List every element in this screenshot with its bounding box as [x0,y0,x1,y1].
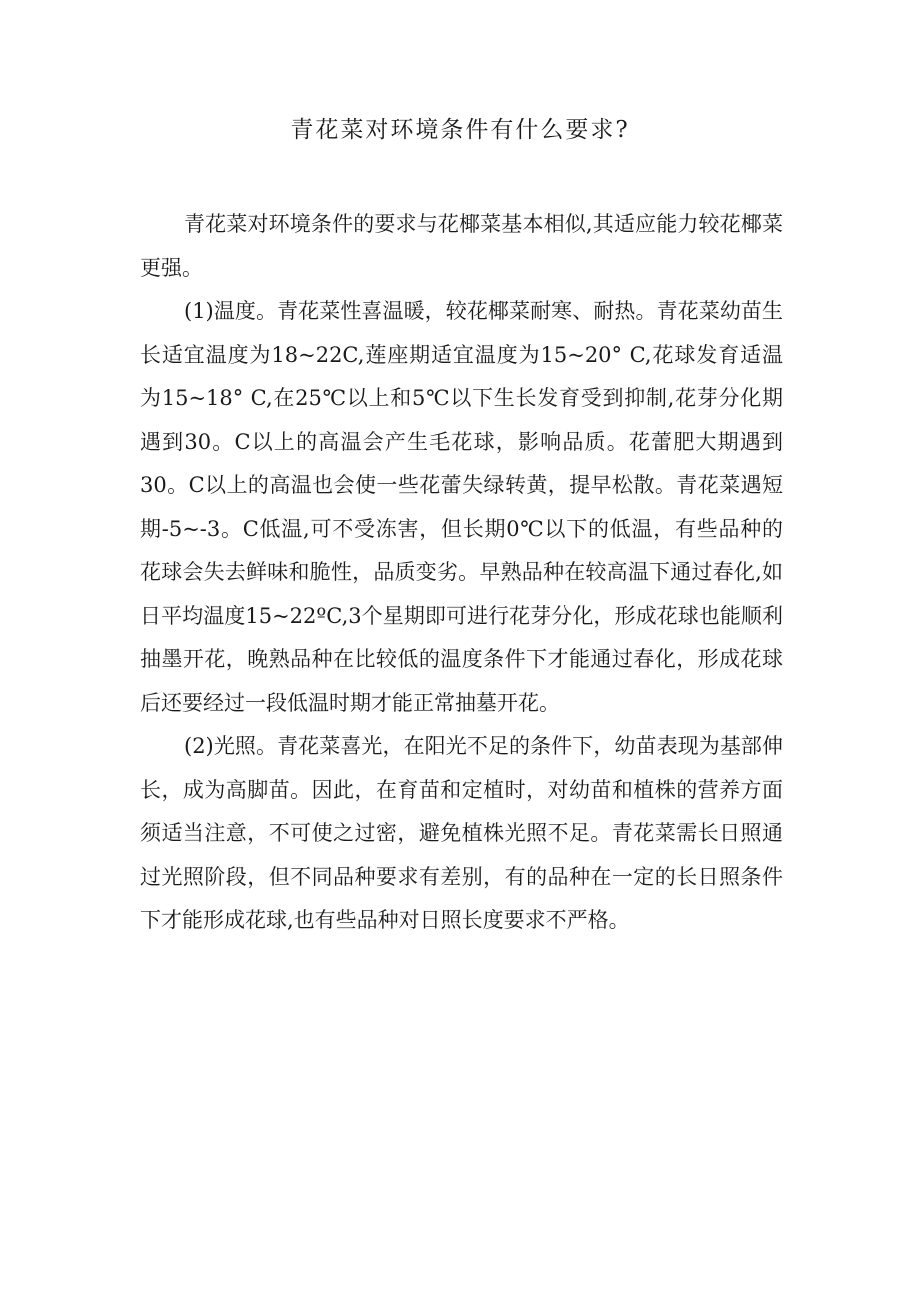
paragraph-light: (2)光照。青花菜喜光，在阳光不足的条件下，幼苗表现为基部伸长，成为高脚苗。因此，在育苗和定植时，对幼苗和植株的营养方面须适当注意，不可使之过密，避免植株光照不足。青花菜需长日照通过光照阶段，但不同品种要求有差别，有的品种在一定的长日照条件下才能形成花球,也有些品种对日照长度要求不严格。 [140,734,783,932]
paragraph-intro: 青花菜对环境条件的要求与花椰菜基本相似,其适应能力较花椰菜更强。 [140,212,783,280]
paragraph-temperature: (1)温度。青花菜性喜温暖，较花椰菜耐寒、耐热。青花菜幼苗生长适宜温度为18~22C,莲座期适宜温度为15~20° C,花球发育适温为15~18° C,在25℃以上和5℃以下生长发育受到抑制,花芽分化期遇到30。C以上的高温会产生毛花球，影响品质。花蕾肥大期遇到30。C以上的高温也会使一些花蕾失绿转黄，提早松散。青花菜遇短期-5~-3。C低温,可不受冻害，但长期0℃以下的低温，有些品种的花球会失去鲜味和脆性，品质变劣。早熟品种在较高温下通过春化,如日平均温度15~22ºC,3个星期即可进行花芽分化，形成花球也能顺利抽墨开花，晚熟品种在比较低的温度条件下才能通过春化，形成花球后还要经过一段低温时期才能正常抽墓开花。 [140,299,783,715]
document-body [140,203,783,943]
document-title: 青花菜对环境条件有什么要求? [290,117,630,143]
